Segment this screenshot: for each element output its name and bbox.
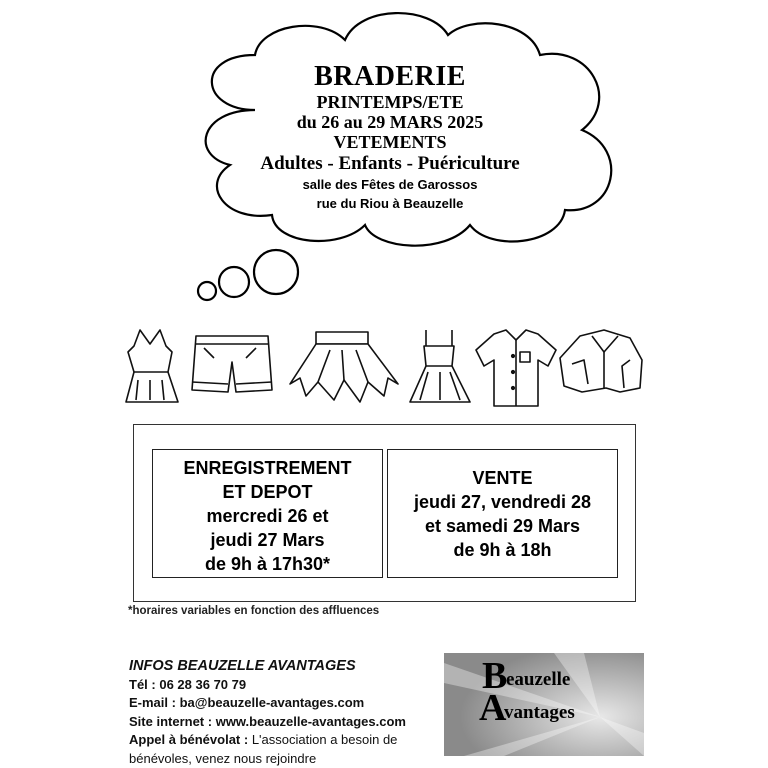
short-sleeve-shirt-icon	[476, 330, 556, 406]
email-label: E-mail :	[129, 695, 176, 710]
beauzelle-avantages-logo	[444, 653, 644, 756]
sale-box	[387, 449, 618, 578]
registration-line-1: ENREGISTREMENT	[183, 458, 352, 478]
clothing-illustrations	[0, 318, 768, 418]
email-line	[129, 694, 439, 713]
website-line	[129, 713, 439, 732]
logo-word-eauzelle: eauzelle	[506, 669, 571, 690]
infos-heading: INFOS BEAUZELLE AVANTAGES	[129, 658, 356, 674]
event-title: BRADERIE	[314, 61, 466, 92]
email-link[interactable]: ba@beauzelle-avantages.com	[179, 695, 365, 710]
logo-initial-a: A	[479, 687, 507, 729]
sale-line-4: de 9h à 18h	[453, 540, 552, 560]
phone-number: 06 28 36 70 79	[159, 676, 247, 692]
folded-shirt-icon	[560, 330, 642, 392]
footnote: *horaires variables en fonction des affluences	[128, 605, 380, 617]
v-neck-dress-icon	[126, 330, 178, 402]
logo-word-vantages: vantages	[504, 702, 575, 723]
thought-bubble-small	[198, 282, 216, 300]
volunteer-line	[129, 731, 439, 750]
event-season: PRINTEMPS/ETE	[316, 92, 464, 112]
sale-line-3: et samedi 29 Mars	[424, 516, 581, 536]
phone-line	[129, 676, 439, 695]
volunteer-text-2: bénévoles, venez nous rejoindre	[129, 750, 317, 766]
contact-info	[129, 657, 439, 768]
registration-line-5: de 9h à 17h30*	[204, 554, 331, 574]
registration-line-2: ET DEPOT	[222, 482, 313, 502]
registration-line-4: jeudi 27 Mars	[210, 530, 325, 550]
registration-box	[152, 449, 383, 578]
sundress-icon	[410, 330, 470, 402]
logo-initial-b: B	[482, 655, 508, 697]
volunteer-text-1: L'association a besoin de	[251, 732, 398, 747]
event-header	[200, 62, 580, 213]
thought-bubble-large	[254, 250, 298, 294]
shorts-icon	[192, 336, 272, 392]
thought-bubble-medium	[219, 267, 249, 297]
event-address: rue du Riou à Beauzelle	[316, 196, 464, 211]
sale-line-1: VENTE	[472, 468, 533, 488]
website-label: Site internet :	[129, 713, 213, 729]
volunteer-label: Appel à bénévolat :	[129, 732, 249, 747]
phone-label: Tél :	[129, 676, 156, 692]
website-link[interactable]: www.beauzelle-avantages.com	[215, 713, 406, 729]
skirt-icon	[290, 332, 398, 402]
sale-line-2: jeudi 27, vendredi 28	[413, 492, 592, 512]
event-dates: du 26 au 29 MARS 2025	[296, 112, 484, 132]
event-category: VETEMENTS	[333, 132, 447, 152]
event-venue: salle des Fêtes de Garossos	[302, 177, 478, 192]
event-audience: Adultes - Enfants - Puériculture	[260, 153, 520, 174]
registration-line-3: mercredi 26 et	[206, 506, 329, 526]
